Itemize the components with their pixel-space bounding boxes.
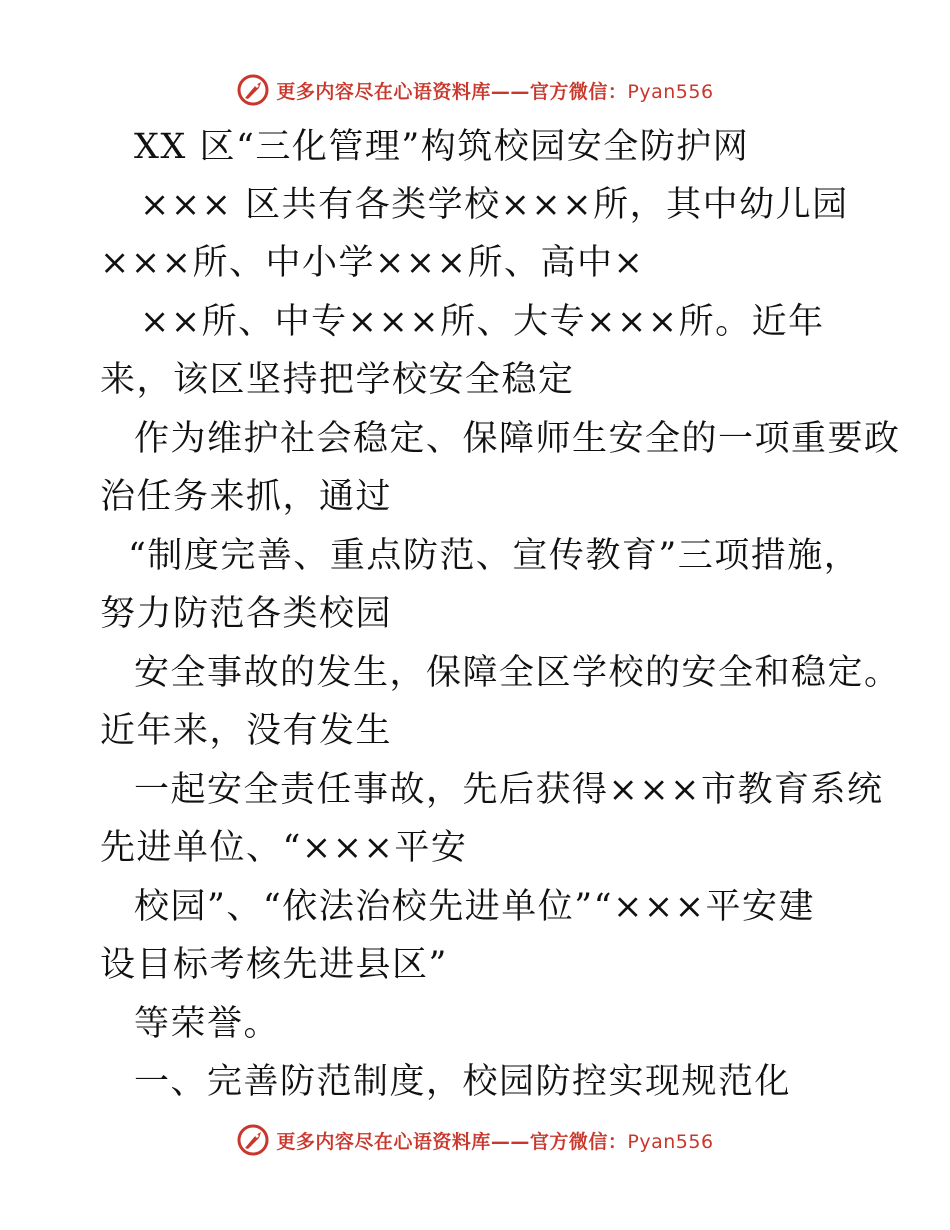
watermark-text: [276, 77, 713, 104]
pen-nib-logo-icon: [236, 1123, 270, 1157]
paragraph-line: ×××所、中小学×××所、高中×: [100, 243, 645, 283]
paragraph-line: ××所、中专×××所、大专×××所。近年: [140, 302, 825, 342]
paragraph-line: 努力防范各类校园: [100, 594, 393, 634]
watermark-handle: Pyan556: [627, 1130, 714, 1153]
paragraph-line: 先进单位、“×××平安: [100, 828, 468, 868]
section-heading: 一、完善防范制度，校园防控实现规范化: [134, 1062, 792, 1102]
paragraph-line: 校园”、“依法治校先进单位”“×××平安建: [134, 887, 816, 927]
paragraph-line: 治任务来抓，通过: [100, 477, 393, 517]
paragraph-line: 安全事故的发生，保障全区学校的安全和稳定。: [134, 653, 901, 693]
paragraph-line: 设目标考核先进县区”: [100, 945, 448, 985]
footer-watermark: [0, 1120, 950, 1160]
pen-nib-logo-icon: [236, 73, 270, 107]
paragraph-line: ××× 区共有各类学校×××所，其中幼儿园: [140, 185, 849, 225]
document-title: XX 区“三化管理”构筑校园安全防护网: [134, 127, 750, 167]
paragraph-line: 一起安全责任事故，先后获得×××市教育系统: [134, 770, 884, 810]
watermark-handle: Pyan556: [627, 80, 714, 103]
paragraph-line: 等荣誉。: [134, 1004, 281, 1044]
paragraph-line: 来，该区坚持把学校安全稳定: [100, 360, 575, 400]
watermark-text-cn: 更多内容尽在心语资料库——官方微信：: [276, 80, 628, 103]
paragraph-line: 作为维护社会稳定、保障师生安全的一项重要政: [134, 419, 901, 459]
paragraph-line: “制度完善、重点防范、宣传教育”三项措施，: [128, 536, 861, 576]
paragraph-line: 近年来，没有发生: [100, 711, 393, 751]
header-watermark: [0, 70, 950, 110]
watermark-text-cn: 更多内容尽在心语资料库——官方微信：: [276, 1130, 628, 1153]
watermark-text: [276, 1127, 713, 1154]
